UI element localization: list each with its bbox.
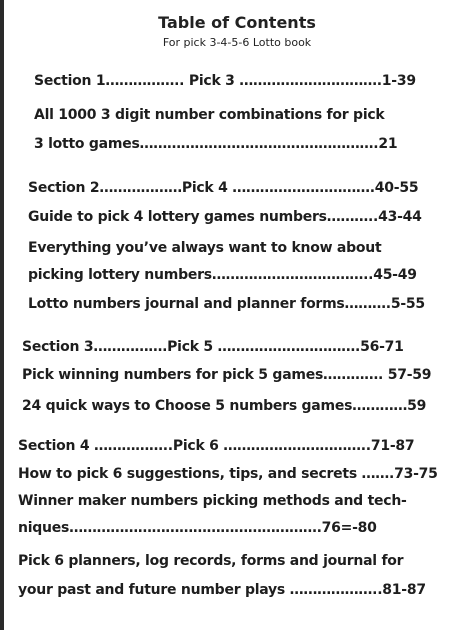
toc-entry-4-2: Winner maker numbers picking methods and tech- (18, 493, 407, 509)
toc-entry-3-2: 24 quick ways to Choose 5 numbers games…………59 (22, 398, 427, 414)
toc-page (4, 0, 470, 630)
toc-entry-2-1: Guide to pick 4 lottery games numbers………..43-44 (28, 209, 422, 225)
toc-entry-2-3: Lotto numbers journal and planner forms……….5-55 (28, 296, 425, 312)
toc-entry-3-1: Pick winning numbers for pick 5 games…………. 57-59 (22, 367, 432, 383)
toc-entry-4-3-cont: your past and future number plays ………………..81-87 (18, 582, 426, 598)
toc-section-3: Section 3…………….Pick 5 ………………………….56-71 (22, 339, 404, 355)
toc-section-4: Section 4 ……………..Pick 6 …………………………..71-87 (18, 438, 415, 454)
toc-section-1: Section 1…………….. Pick 3 ………………………….1-39 (34, 73, 416, 89)
toc-section-2: Section 2………………Pick 4 ………………………….40-55 (28, 180, 419, 196)
toc-entry-1-1-cont: 3 lotto games…………………………………………….21 (34, 136, 398, 152)
toc-entry-4-3: Pick 6 planners, log records, forms and journal for (18, 553, 404, 569)
page-subtitle: For pick 3-4-5-6 Lotto book (162, 36, 312, 49)
toc-entry-1-1: All 1000 3 digit number combinations for pick (34, 107, 385, 123)
toc-entry-4-2-cont: niques……………………………………………….76=-80 (18, 520, 377, 536)
toc-entry-2-2-cont: picking lottery numbers……………………………..45-49 (28, 267, 417, 283)
page-title: Table of Contents (158, 13, 316, 32)
toc-entry-4-1: How to pick 6 suggestions, tips, and secrets …….73-75 (18, 466, 438, 482)
toc-entry-2-2: Everything you’ve always want to know about (28, 240, 382, 256)
